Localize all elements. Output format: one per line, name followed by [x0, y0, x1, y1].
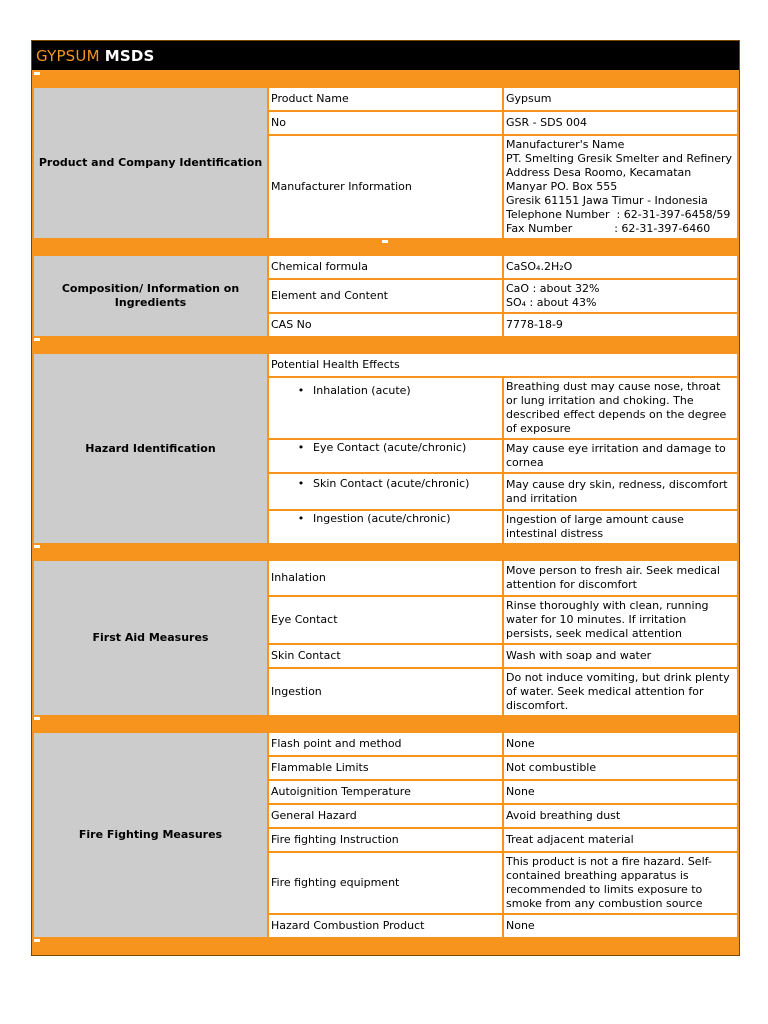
row-key: Element and Content: [269, 280, 502, 312]
row-value: 7778-18-9: [504, 314, 737, 336]
info-line: Telephone Number : 62-31-397-6458/59: [506, 208, 731, 221]
row-key: [269, 440, 502, 472]
table-row: [34, 733, 737, 755]
section-label-product: Product and Company Identification: [34, 88, 267, 238]
section-separator: [34, 72, 737, 86]
table-row: [34, 256, 737, 278]
msds-table: [32, 70, 739, 955]
row-key: Autoignition Temperature: [269, 781, 502, 803]
table-row: [34, 88, 737, 110]
row-value: CaSO₄.2H₂O: [504, 256, 737, 278]
info-line: Gresik 61151 Jawa Timur - Indonesia: [506, 194, 708, 207]
title-msds: MSDS: [104, 46, 155, 65]
row-key-text: Eye Contact (acute/chronic): [313, 441, 467, 454]
content-line: SO₄ : about 43%: [506, 296, 597, 309]
row-value: [504, 280, 737, 312]
row-value: Not combustible: [504, 757, 737, 779]
row-value: GSR - SDS 004: [504, 112, 737, 134]
content-line: CaO : about 32%: [506, 282, 600, 295]
row-value: Do not induce vomiting, but drink plenty of water. Seek medical attention for discomfort.: [504, 669, 737, 715]
info-line: Address Desa Roomo, Kecamatan Manyar PO. Box 555: [506, 166, 692, 193]
row-value: Avoid breathing dust: [504, 805, 737, 827]
bullet-icon: •: [297, 477, 305, 490]
row-value: Breathing dust may cause nose, throat or lung irritation and choking. The described effect depends on the degree of exposure: [504, 378, 737, 438]
section-separator: [34, 717, 737, 731]
row-value: None: [504, 781, 737, 803]
row-value: None: [504, 733, 737, 755]
section-label-firstaid: First Aid Measures: [34, 561, 267, 715]
row-key: General Hazard: [269, 805, 502, 827]
section-label-hazard: Hazard Identification: [34, 354, 267, 543]
row-key: Ingestion: [269, 669, 502, 715]
info-line: Manufacturer's Name: [506, 138, 625, 151]
row-key: Fire fighting Instruction: [269, 829, 502, 851]
row-key-text: Inhalation (acute): [313, 384, 411, 397]
section-separator: [34, 338, 737, 352]
row-value: Treat adjacent material: [504, 829, 737, 851]
row-key: Chemical formula: [269, 256, 502, 278]
row-value: This product is not a fire hazard. Self-contained breathing apparatus is recommended to limits exposure to smoke from any combustion source: [504, 853, 737, 913]
row-key: No: [269, 112, 502, 134]
row-key: Flammable Limits: [269, 757, 502, 779]
row-value: Gypsum: [504, 88, 737, 110]
row-key: Manufacturer Information: [269, 136, 502, 238]
manufacturer-info: [504, 136, 737, 238]
row-value: Ingestion of large amount cause intestinal distress: [504, 511, 737, 543]
section-separator: [34, 545, 737, 559]
row-value: May cause dry skin, redness, discomfort and irritation: [504, 474, 737, 509]
section-separator: [34, 240, 737, 254]
row-key: [269, 378, 502, 438]
row-key-text: Skin Contact (acute/chronic): [313, 477, 470, 490]
title-product: GYPSUM: [36, 46, 100, 65]
row-key: [269, 474, 502, 509]
row-key: Skin Contact: [269, 645, 502, 667]
row-key: Fire fighting equipment: [269, 853, 502, 913]
msds-document: [31, 40, 740, 956]
row-value: Wash with soap and water: [504, 645, 737, 667]
row-value: May cause eye irritation and damage to cornea: [504, 440, 737, 472]
info-line: Fax Number : 62-31-397-6460: [506, 222, 711, 235]
title-bar: [32, 41, 739, 70]
row-key: Hazard Combustion Product: [269, 915, 502, 937]
table-row: [34, 561, 737, 595]
hazard-header: Potential Health Effects: [269, 354, 737, 376]
row-value: Move person to fresh air. Seek medical attention for discomfort: [504, 561, 737, 595]
table-row: [34, 354, 737, 376]
row-key: Flash point and method: [269, 733, 502, 755]
row-key: [269, 511, 502, 543]
bullet-icon: •: [297, 384, 305, 397]
row-value: Rinse thoroughly with clean, running water for 10 minutes. If irritation persists, seek medical attention: [504, 597, 737, 643]
row-key: Eye Contact: [269, 597, 502, 643]
bullet-icon: •: [297, 441, 305, 454]
bullet-icon: •: [297, 512, 305, 525]
info-line: PT. Smelting Gresik Smelter and Refinery: [506, 152, 733, 165]
row-key: CAS No: [269, 314, 502, 336]
row-key: Inhalation: [269, 561, 502, 595]
section-label-fire: Fire Fighting Measures: [34, 733, 267, 937]
row-key-text: Ingestion (acute/chronic): [313, 512, 451, 525]
row-key: Product Name: [269, 88, 502, 110]
section-separator: [34, 939, 737, 953]
section-label-composition: Composition/ Information on Ingredients: [34, 256, 267, 336]
row-value: None: [504, 915, 737, 937]
